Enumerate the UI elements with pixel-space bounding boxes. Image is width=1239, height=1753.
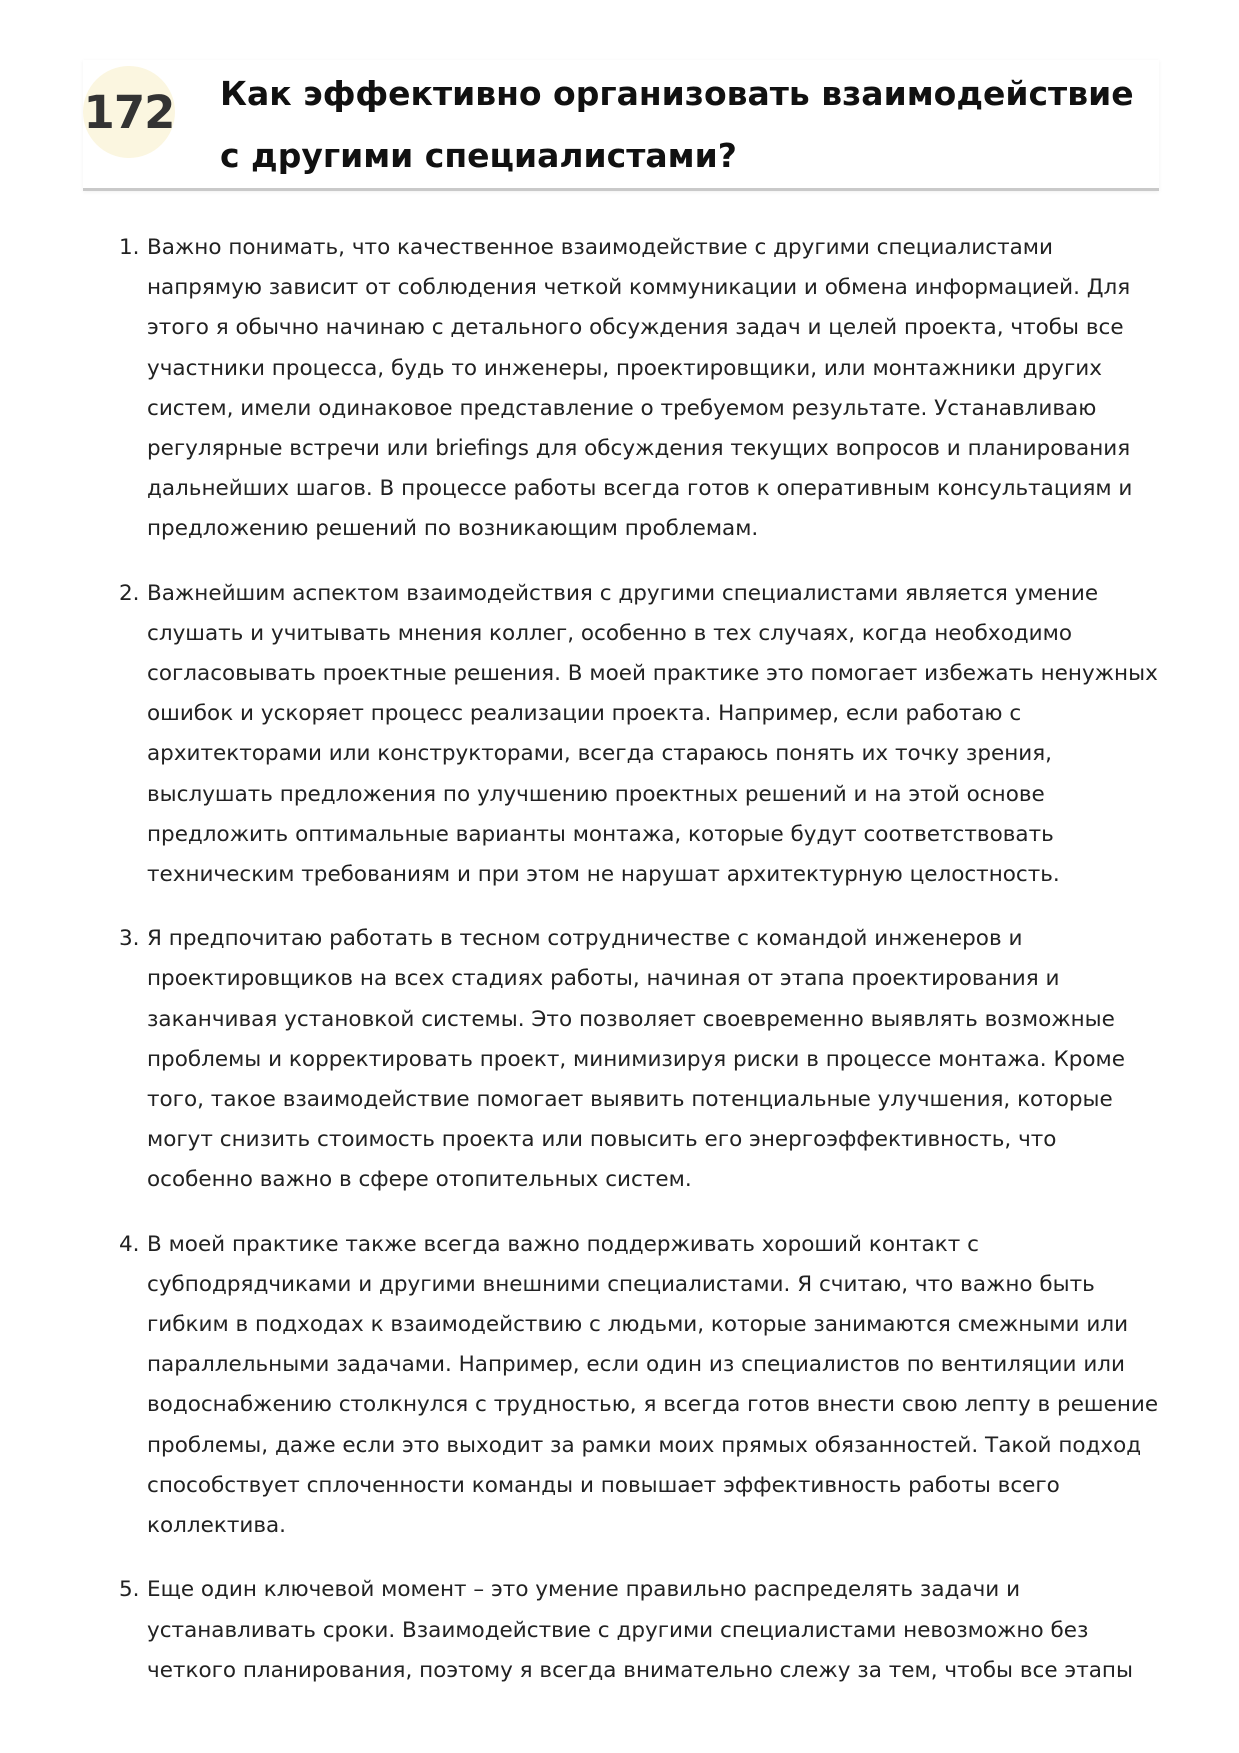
answer-item-text: Важно понимать, что качественное взаимодействие с другими специалистами напрямую зависит от соблюдения четкой коммуникации и обмена информацией. Для этого я обычно начинаю с детального обсуждения задач и целей проекта, чтобы все участники процесса, будь то инженеры, проектировщики, или монтажники других систем, имели одинаковое представление о требуемом результате. Устанавливаю регулярные встречи или briefings для обсуждения текущих вопросов и планирования дальнейших шагов. В процессе работы всегда готов к оперативным консультациям и предложению решений по возникающим проблемам.	[147, 235, 1133, 542]
answer-item-number: 1.	[119, 235, 140, 260]
answer-item-text: В моей практике также всегда важно поддерживать хороший контакт с субподрядчиками и другими внешними специалистами. Я считаю, что важно быть гибким в подходах к взаимодействию с людьми, которые занимаются смежными или параллельными задачами. Например, если один из специалистов по вентиляции или водоснабжению столкнулся с трудностью, я всегда готов внести свою лепту в решение проблемы, даже если это выходит за рамки моих прямых обязанностей. Такой подход способствует сплоченности команды и повышает эффективность работы всего коллектива.	[147, 1231, 1159, 1539]
answer-item	[83, 1225, 1167, 1547]
answer-item-number: 3.	[119, 926, 140, 952]
answer-item	[83, 574, 1167, 896]
answer-list	[83, 228, 1167, 1691]
answer-item	[83, 228, 1167, 550]
answer-item-number: 4.	[119, 1231, 140, 1257]
question-number-badge: 172	[83, 66, 175, 158]
answer-item	[83, 1570, 1167, 1691]
question-title: Как эффективно организовать взаимодействие с другими специалистами?	[220, 74, 1134, 175]
answer-item-text: Еще один ключевой момент – это умение правильно распределять задачи и устанавливать сроки. Взаимодействие с другими специалистами невозможно без четкого планирования, поэтому я всегда внимательно слежу за тем, чтобы все этапы	[147, 1577, 1133, 1683]
answer-item-text: Я предпочитаю работать в тесном сотрудничестве с командой инженеров и проектировщиков на всех стадиях работы, начиная от этапа проектирования и заканчивая установкой системы. Это позволяет своевременно выявлять возможные проблемы и корректировать проект, минимизируя риски в процессе монтажа. Кроме того, такое взаимодействие помогает выявить потенциальные улучшения, которые могут снизить стоимость проекта или повысить его энергоэффективность, что особенно важно в сфере отопительных систем.	[147, 926, 1125, 1193]
answer-item-number: 5.	[119, 1577, 140, 1603]
question-header	[83, 60, 1159, 191]
answer-content	[83, 228, 1167, 1715]
answer-item-text: Важнейшим аспектом взаимодействия с другими специалистами является умение слушать и учитывать мнения коллег, особенно в тех случаях, когда необходимо согласовывать проектные решения. В моей практике это помогает избежать ненужных ошибок и ускоряет процесс реализации проекта. Например, если работаю с архитекторами или конструкторами, всегда стараюсь понять их точку зрения, выслушать предложения по улучшению проектных решений и на этой основе предложить оптимальные варианты монтажа, которые будут соответствовать техническим требованиям и при этом не нарушат архитектурную целостность.	[147, 580, 1158, 888]
answer-item-number: 2.	[119, 580, 140, 606]
answer-item	[83, 919, 1167, 1200]
